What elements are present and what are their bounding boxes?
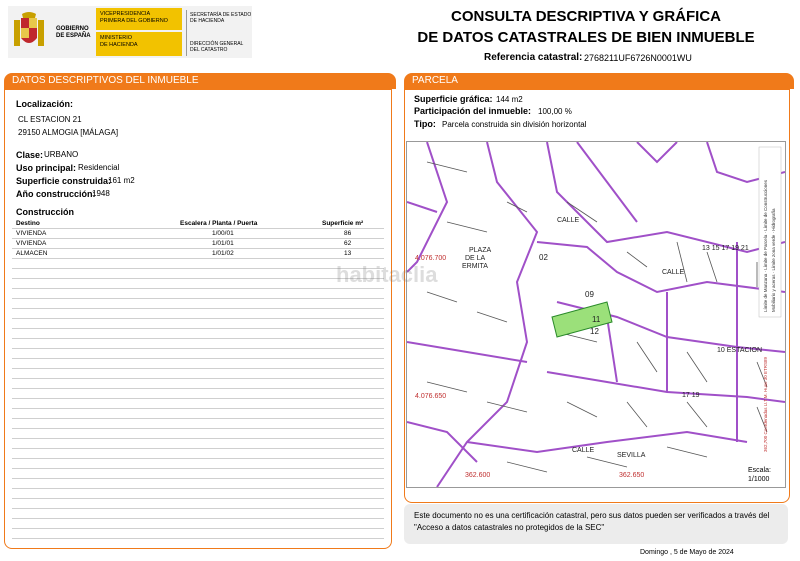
row2-superficie: 62 xyxy=(344,240,352,247)
tipo-value: Parcela construida sin división horizontal xyxy=(442,120,587,129)
tipo-label: Tipo: xyxy=(414,119,436,129)
table-row-line xyxy=(12,538,384,539)
map-label-coord-y2: 4.076.650 xyxy=(415,393,447,400)
table-row-line xyxy=(12,478,384,479)
sup-grafica-value: 144 m2 xyxy=(496,95,523,104)
table-row-line xyxy=(12,358,384,359)
sup-grafica-label: Superficie gráfica: xyxy=(414,94,493,104)
table-row-line xyxy=(12,228,384,229)
map-label-12: 12 xyxy=(590,327,599,336)
table-row-line xyxy=(12,308,384,309)
map-label-ermita: ERMITA xyxy=(462,263,488,270)
map-label-02: 02 xyxy=(539,253,548,262)
ref-label: Referencia catastral: xyxy=(484,52,583,63)
table-row-line xyxy=(12,368,384,369)
map-label-sevilla: SEVILLA xyxy=(617,452,646,459)
participacion-value: 100,00 % xyxy=(538,107,572,116)
table-row-line xyxy=(12,338,384,339)
participacion-label: Participación del inmueble: xyxy=(414,106,532,116)
table-row-line xyxy=(12,268,384,269)
table-row-line xyxy=(12,508,384,509)
table-row-line xyxy=(12,408,384,409)
localizacion-label: Localización: xyxy=(16,99,74,109)
uso-value: Residencial xyxy=(78,163,120,172)
map-label-coord-y1: 4.076.700 xyxy=(415,255,447,262)
map-label-17-19: 17 19 xyxy=(682,392,700,399)
coat-of-arms-icon xyxy=(12,12,46,52)
datos-descriptivos-heading: DATOS DESCRIPTIVOS DEL INMUEBLE xyxy=(4,73,396,89)
construccion-heading: Construcción xyxy=(16,207,75,217)
uso-label: Uso principal: xyxy=(16,163,77,173)
row1-destino: VIVIENDA xyxy=(16,230,47,237)
anio-label: Año construcción: xyxy=(16,189,96,199)
table-row-line xyxy=(12,458,384,459)
superficie-label: Superficie construida: xyxy=(16,176,112,186)
map-label-numbers: 13 15 17 19 21 xyxy=(702,245,749,252)
table-row-line xyxy=(12,238,384,239)
map-labels xyxy=(415,217,762,479)
table-row-line xyxy=(12,398,384,399)
table-row-line xyxy=(12,288,384,289)
title-line-2: DE DATOS CATASTRALES DE BIEN INMUEBLE xyxy=(417,29,755,46)
coords-note: 362,700 Coordenadas U.T.M. Huso 30 ETRS89 xyxy=(763,356,768,452)
table-row-line xyxy=(12,488,384,489)
map-label-11: 11 xyxy=(592,315,601,324)
map-legend xyxy=(759,147,781,317)
th-destino: Destino xyxy=(16,220,40,227)
map-label-calle2: CALLE xyxy=(557,217,580,224)
table-row-line xyxy=(12,518,384,519)
table-row-line xyxy=(12,498,384,499)
disclaimer-notice: Este documento no es una certificación catastral, pero sus datos pueden ser verificados a través del "Acceso a datos catastrales no protegidos de la SEC" xyxy=(404,504,788,544)
ministerio-box xyxy=(96,32,182,56)
scale-label: Escala: xyxy=(748,467,771,474)
table-row-line xyxy=(12,328,384,329)
gov-name: GOBIERNO DE ESPAÑA xyxy=(56,26,91,39)
row3-destino: ALMACEN xyxy=(16,250,48,257)
row3-superficie: 13 xyxy=(344,250,352,257)
legend-1: Límite de Manzana · Límite de Parcela · Límite de Construcciones xyxy=(763,179,768,312)
ministerio-text: MINISTERIO DE HACIENDA xyxy=(100,35,138,48)
table-row-line xyxy=(12,448,384,449)
anio-value: 1948 xyxy=(92,189,110,198)
title-line-1: CONSULTA DESCRIPTIVA Y GRÁFICA xyxy=(450,8,721,25)
clase-label: Clase: xyxy=(16,150,44,160)
header-divider xyxy=(186,10,187,56)
table-row-line xyxy=(12,388,384,389)
row3-planta: 1/01/02 xyxy=(212,250,234,257)
map-label-estacion: 10 ESTACION xyxy=(717,347,762,354)
parcela-heading: PARCELA xyxy=(404,73,794,89)
map-label-09: 09 xyxy=(585,290,594,299)
document-date: Domingo , 5 de Mayo de 2024 xyxy=(640,549,734,556)
clase-value: URBANO xyxy=(44,150,79,159)
vicepresidencia-text: VICEPRESIDENCIA PRIMERA DEL GOBIERNO xyxy=(100,11,168,24)
secretaria-text: SECRETARÍA DE ESTADO DE HACIENDA xyxy=(190,12,252,24)
table-row-line xyxy=(12,248,384,249)
table-row-line xyxy=(12,318,384,319)
watermark: habitaclia xyxy=(336,262,438,287)
table-row-line xyxy=(12,528,384,529)
legend-2: Mobiliario y aceras · Límite zona verde · Hidrografía xyxy=(771,208,776,312)
superficie-value: 161 m2 xyxy=(108,176,135,185)
row2-planta: 1/01/01 xyxy=(212,240,234,247)
scale-value: 1/1000 xyxy=(748,476,770,483)
table-row-line xyxy=(12,298,384,299)
row1-superficie: 86 xyxy=(344,230,352,237)
row1-planta: 1/00/01 xyxy=(212,230,234,237)
table-row-line xyxy=(12,468,384,469)
address-line-2: 29150 ALMOGIA [MÁLAGA] xyxy=(18,128,119,137)
ref-value: 2768211UF6726N0001WU xyxy=(584,53,692,63)
map-label-calle1: CALLE xyxy=(662,269,685,276)
address-line-1: CL ESTACION 21 xyxy=(18,115,82,124)
map-label-de-la: DE LA xyxy=(465,255,486,262)
th-escalera: Escalera / Planta / Puerta xyxy=(180,220,258,227)
direccion-text: DIRECCIÓN GENERAL DEL CATASTRO xyxy=(190,41,244,53)
map-label-calle3: CALLE xyxy=(572,447,595,454)
map-label-coord-x1: 362.600 xyxy=(465,472,491,479)
table-row-line xyxy=(12,418,384,419)
map-label-coord-x2: 362.650 xyxy=(619,472,645,479)
map-label-plaza: PLAZA xyxy=(469,247,492,254)
table-row-line xyxy=(12,278,384,279)
page-title xyxy=(386,6,786,48)
scale-box xyxy=(748,466,784,486)
cadastral-map xyxy=(406,141,786,488)
vicepresidencia-box xyxy=(96,8,182,30)
table-row-line xyxy=(12,378,384,379)
th-superficie: Superficie m² xyxy=(322,220,364,227)
table-row-line xyxy=(12,428,384,429)
table-row-line xyxy=(12,438,384,439)
table-row-line xyxy=(12,348,384,349)
row2-destino: VIVIENDA xyxy=(16,240,47,247)
table-row-line xyxy=(12,258,384,259)
